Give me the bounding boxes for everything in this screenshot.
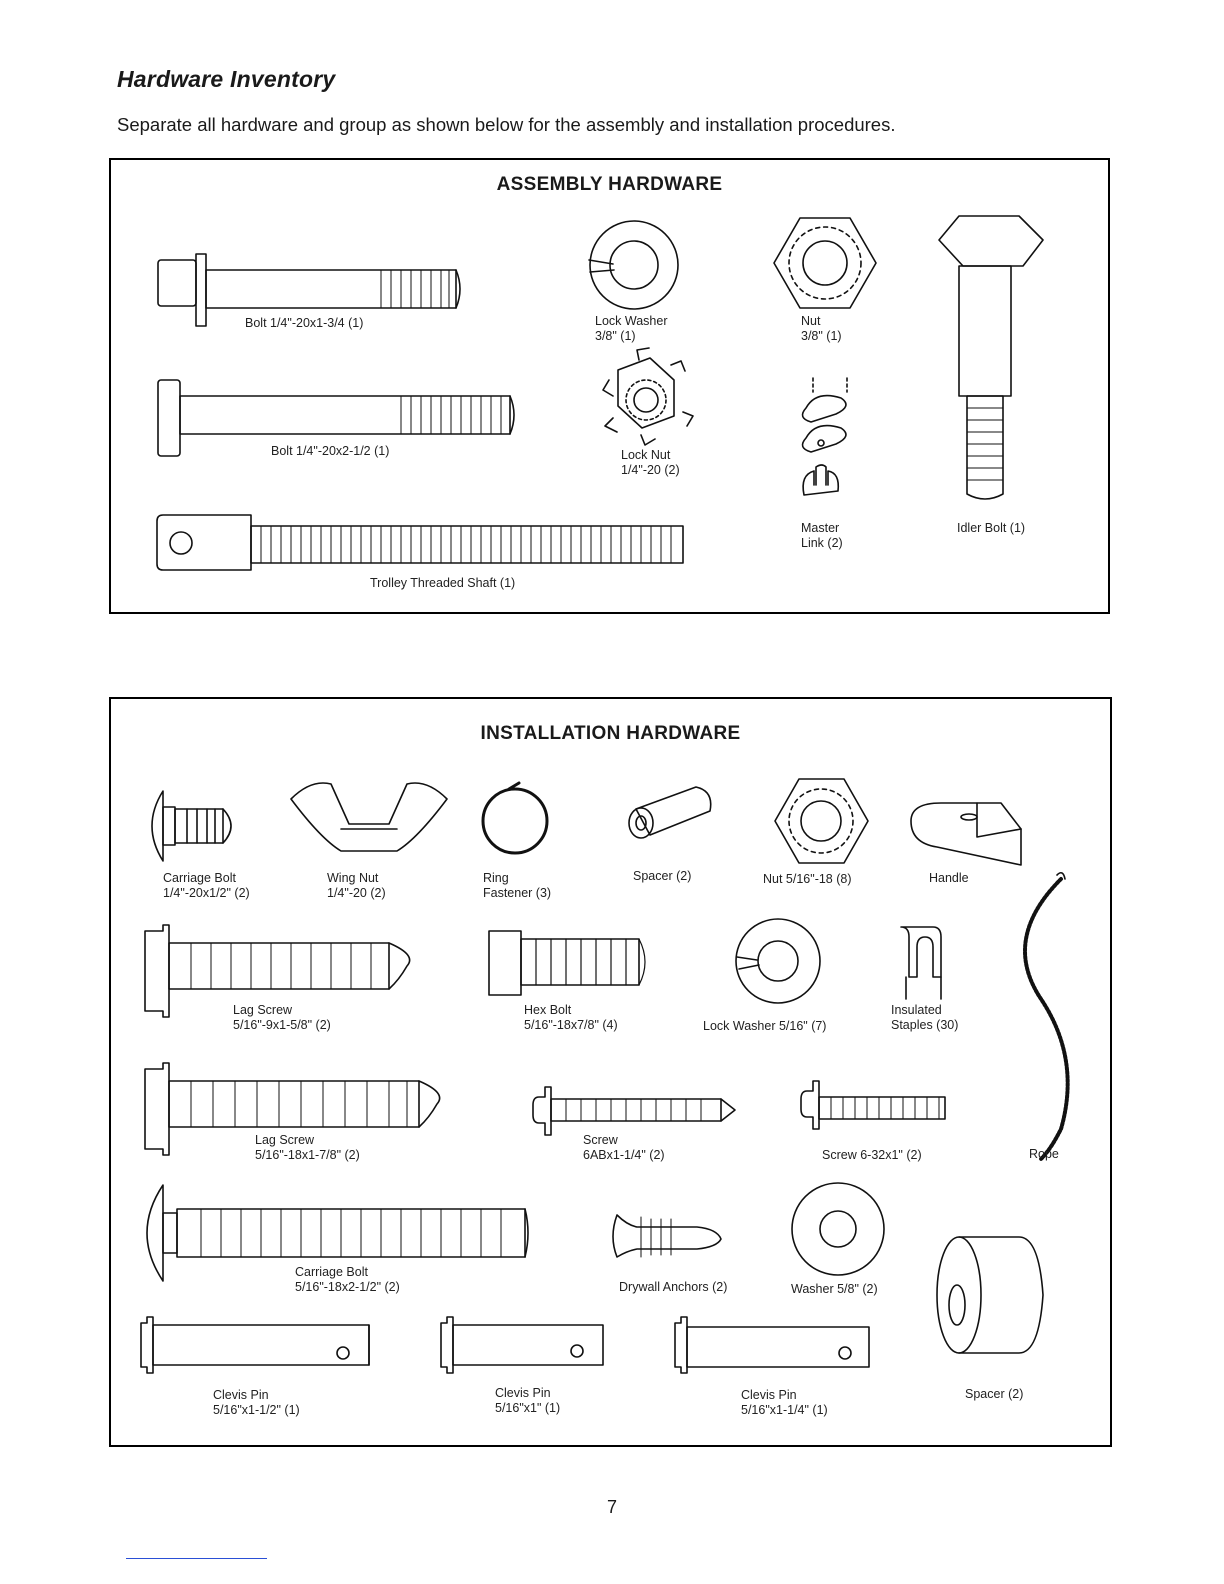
label-screw-6ab: Screw 6ABx1-1/4" (2) [583, 1133, 665, 1162]
label-bolt-2-1-2: Bolt 1/4"-20x2-1/2 (1) [271, 444, 390, 458]
intro-text: Separate all hardware and group as shown below for the assembly and installation procedures. [117, 114, 896, 135]
installation-hardware-panel [109, 697, 1112, 1447]
label-carriage-bolt-small: Carriage Bolt 1/4"-20x1/2" (2) [163, 871, 250, 900]
label-lag-screw-1-7-8: Lag Screw 5/16"-18x1-7/8" (2) [255, 1133, 360, 1162]
label-wing-nut: Wing Nut 1/4"-20 (2) [327, 871, 386, 900]
label-ring-fastener: Ring Fastener (3) [483, 871, 552, 900]
screw-6-32-illustration [801, 1081, 945, 1129]
idler-bolt-illustration [939, 216, 1043, 499]
footer-rule [126, 1558, 267, 1559]
drywall-anchors-illustration [613, 1215, 721, 1257]
label-drywall-anchors: Drywall Anchors (2) [619, 1280, 728, 1294]
label-lock-washer-5-16: Lock Washer 5/16" (7) [703, 1019, 827, 1033]
label-bolt-1-3-4: Bolt 1/4"-20x1-3/4 (1) [245, 316, 364, 330]
clevis-pin-1-1-4-illustration [675, 1317, 869, 1373]
installation-hardware-title: INSTALLATION HARDWARE [480, 723, 741, 744]
rope-illustration [1025, 873, 1068, 1159]
label-carriage-bolt-large: Carriage Bolt 5/16"-18x2-1/2" (2) [295, 1265, 400, 1294]
label-nut: Nut 3/8" (1) [801, 314, 842, 343]
label-handle: Handle [929, 871, 969, 885]
ring-fastener-illustration [483, 783, 547, 853]
label-lag-screw-1-5-8: Lag Screw 5/16"-9x1-5/8" (2) [233, 1003, 331, 1032]
page-heading: Hardware Inventory [117, 66, 336, 92]
label-clevis-pin-1: Clevis Pin 5/16"x1" (1) [495, 1386, 561, 1415]
lock-washer-5-16-illustration [736, 919, 820, 1003]
label-nut-5-16: Nut 5/16"-18 (8) [763, 872, 852, 886]
page-number: 7 [606, 1497, 617, 1517]
screw-6ab-illustration [533, 1087, 735, 1135]
spacer-large-illustration [937, 1237, 1043, 1353]
label-master-link: Master Link (2) [801, 521, 843, 550]
clevis-pin-1-illustration [441, 1317, 603, 1373]
nut-3-8-illustration [774, 218, 876, 308]
label-clevis-pin-1-1-4: Clevis Pin 5/16"x1-1/4" (1) [741, 1388, 828, 1417]
label-rope: Rope [1029, 1147, 1059, 1161]
trolley-threaded-shaft-illustration [157, 515, 683, 570]
label-spacer-large: Spacer (2) [965, 1387, 1024, 1401]
label-clevis-pin-1-1-2: Clevis Pin 5/16"x1-1/2" (1) [213, 1388, 300, 1417]
nut-5-16-illustration [775, 779, 868, 863]
assembly-hardware-panel [109, 158, 1110, 614]
carriage-bolt-small-illustration [152, 791, 231, 861]
label-hex-bolt: Hex Bolt 5/16"-18x7/8" (4) [524, 1003, 618, 1032]
label-trolley-threaded-shaft: Trolley Threaded Shaft (1) [370, 576, 516, 590]
master-link-illustration [802, 378, 847, 495]
label-spacer-small: Spacer (2) [633, 869, 692, 883]
wing-nut-illustration [291, 783, 447, 851]
label-idler-bolt: Idler Bolt (1) [957, 521, 1026, 535]
spacer-small-illustration [629, 787, 711, 838]
clevis-pin-1-1-2-illustration [141, 1317, 369, 1373]
washer-5-8-illustration [792, 1183, 884, 1275]
assembly-hardware-title: ASSEMBLY HARDWARE [496, 174, 723, 195]
hex-bolt-illustration [489, 931, 645, 995]
label-insulated-staples: Insulated Staples (30) [891, 1003, 959, 1032]
label-lock-nut: Lock Nut 1/4"-20 (2) [621, 448, 680, 477]
label-washer-5-8: Washer 5/8" (2) [791, 1282, 878, 1296]
installation-hardware-illustrations [111, 699, 1110, 1445]
lock-nut-illustration [603, 348, 693, 445]
handle-illustration [911, 803, 1021, 865]
lock-washer-3-8-illustration [589, 221, 678, 309]
label-lock-washer: Lock Washer 3/8" (1) [595, 314, 668, 343]
insulated-staples-illustration [901, 927, 941, 999]
label-screw-6-32: Screw 6-32x1" (2) [822, 1148, 922, 1162]
assembly-hardware-illustrations [111, 160, 1108, 612]
